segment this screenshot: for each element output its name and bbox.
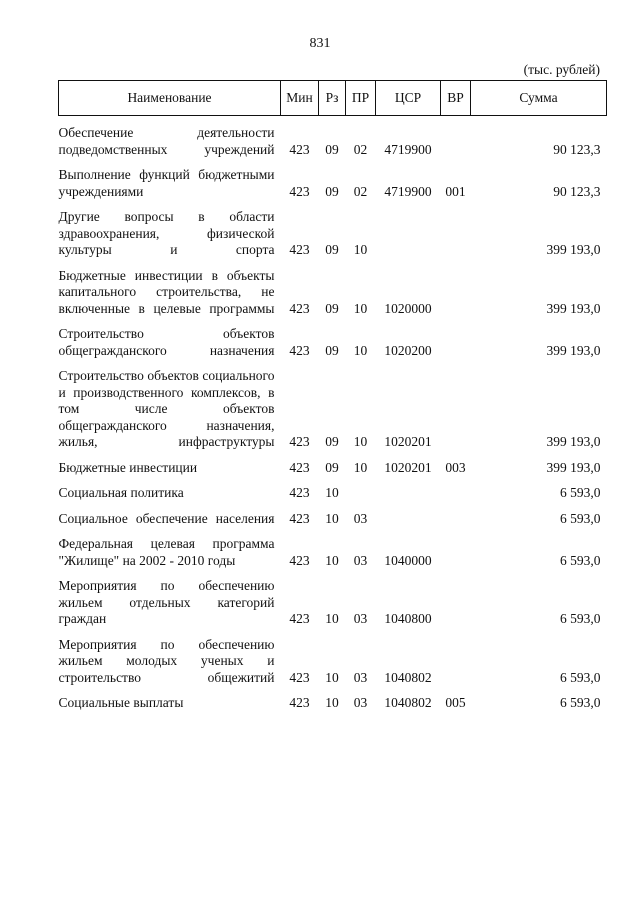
row-spacer xyxy=(59,686,607,695)
cell-sum: 6 593,0 xyxy=(560,669,601,685)
cell-csr: 1040802 xyxy=(384,695,432,710)
cell-pr: 10 xyxy=(353,434,368,449)
cell-vr xyxy=(441,268,471,318)
cell-pr: 03 xyxy=(353,669,368,685)
row-spacer xyxy=(59,158,607,167)
cell-csr xyxy=(376,209,441,259)
row-spacer xyxy=(59,317,607,326)
table-row xyxy=(59,536,607,569)
cell-vr: 005 xyxy=(445,695,466,710)
cell-pr: 10 xyxy=(353,242,368,257)
header-pr: ПР xyxy=(346,81,376,116)
cell-name: Выполнение функций бюджетными учреждениями xyxy=(58,167,275,199)
cell-pr: 02 xyxy=(353,183,368,199)
cell-sum: 399 193,0 xyxy=(546,434,601,449)
header-vr: ВР xyxy=(441,81,471,116)
cell-rz: 09 xyxy=(325,300,339,316)
cell-min: 423 xyxy=(289,342,310,358)
row-spacer xyxy=(59,628,607,637)
table-row xyxy=(59,326,607,359)
cell-min: 423 xyxy=(289,695,310,710)
row-spacer xyxy=(59,116,607,126)
spacer-cell xyxy=(59,628,607,637)
cell-name: Строительство объектов общегражданского назначения xyxy=(58,326,275,358)
spacer-cell xyxy=(59,259,607,268)
cell-rz: 10 xyxy=(325,669,339,685)
cell-pr: 03 xyxy=(353,695,368,710)
cell-sum: 6 593,0 xyxy=(560,611,601,626)
cell-rz: 09 xyxy=(325,342,339,358)
cell-name: Социальная политика xyxy=(58,485,184,500)
table-row xyxy=(59,268,607,318)
cell-rz: 09 xyxy=(325,242,339,257)
cell-name: Бюджетные инвестиции в объекты капитального строительства, не включенные в целевые программы xyxy=(58,267,275,316)
table-row xyxy=(59,485,607,502)
cell-sum: 399 193,0 xyxy=(546,242,601,257)
cell-sum: 90 123,3 xyxy=(553,183,601,199)
cell-vr xyxy=(441,637,471,687)
cell-csr: 1040000 xyxy=(384,552,432,568)
table-row xyxy=(59,578,607,628)
cell-name: Социальные выплаты xyxy=(58,695,184,710)
cell-name: Федеральная целевая программа "Жилище" на 2002 - 2010 годы xyxy=(58,536,275,568)
budget-table xyxy=(58,80,607,712)
cell-min: 423 xyxy=(289,141,310,157)
cell-pr: 02 xyxy=(353,141,368,157)
cell-min: 423 xyxy=(289,183,310,199)
row-spacer xyxy=(59,527,607,536)
cell-sum: 6 593,0 xyxy=(560,485,601,500)
cell-csr: 4719900 xyxy=(384,183,432,199)
cell-min: 423 xyxy=(289,611,310,626)
cell-rz: 10 xyxy=(325,510,339,526)
cell-sum: 90 123,3 xyxy=(553,141,601,157)
cell-rz: 09 xyxy=(325,183,339,199)
cell-sum: 6 593,0 xyxy=(560,510,601,526)
cell-csr: 4719900 xyxy=(384,141,432,157)
spacer-cell xyxy=(59,158,607,167)
cell-rz: 09 xyxy=(325,459,339,475)
header-csr: ЦСР xyxy=(376,81,441,116)
cell-sum: 399 193,0 xyxy=(546,300,601,316)
table-row xyxy=(59,511,607,528)
cell-vr: 003 xyxy=(445,459,466,475)
cell-pr xyxy=(346,485,376,502)
row-spacer xyxy=(59,200,607,209)
table-row xyxy=(59,695,607,712)
table-row xyxy=(59,368,607,451)
cell-csr: 1040800 xyxy=(384,611,432,626)
cell-rz: 09 xyxy=(325,141,339,157)
spacer-cell xyxy=(59,451,607,460)
row-spacer xyxy=(59,259,607,268)
cell-vr xyxy=(441,578,471,628)
cell-min: 423 xyxy=(289,242,310,257)
cell-name: Бюджетные инвестиции xyxy=(58,459,198,475)
spacer-cell xyxy=(59,359,607,368)
row-spacer xyxy=(59,476,607,485)
cell-pr: 03 xyxy=(353,510,368,526)
header-min: Мин xyxy=(281,81,319,116)
cell-min: 423 xyxy=(289,510,310,526)
cell-csr: 1040802 xyxy=(384,669,432,685)
spacer-cell xyxy=(59,686,607,695)
table-body xyxy=(59,116,607,712)
cell-csr xyxy=(376,485,441,502)
cell-csr xyxy=(376,511,441,528)
row-spacer xyxy=(59,359,607,368)
cell-name: Мероприятия по обеспечению жильем отдельных категорий граждан xyxy=(58,578,275,626)
cell-name: Мероприятия по обеспечению жильем молодых ученых и строительство общежитий xyxy=(58,636,275,685)
header-rz: Рз xyxy=(319,81,346,116)
table-row xyxy=(59,209,607,259)
table-row xyxy=(59,460,607,477)
cell-csr: 1020200 xyxy=(384,342,432,358)
header-sum: Сумма xyxy=(471,81,607,116)
cell-pr: 03 xyxy=(353,552,368,568)
cell-rz: 10 xyxy=(325,552,339,568)
cell-sum: 399 193,0 xyxy=(546,342,601,358)
cell-vr xyxy=(441,326,471,359)
header-name: Наименование xyxy=(59,81,281,116)
row-spacer xyxy=(59,502,607,511)
cell-min: 423 xyxy=(289,669,310,685)
cell-vr xyxy=(441,511,471,528)
table-header xyxy=(59,81,607,116)
cell-vr xyxy=(441,368,471,451)
spacer-cell xyxy=(59,502,607,511)
cell-rz: 09 xyxy=(325,434,339,449)
spacer-cell xyxy=(59,200,607,209)
cell-name: Социальное обеспечение населения xyxy=(58,510,275,526)
row-spacer xyxy=(59,451,607,460)
cell-vr xyxy=(441,485,471,502)
cell-min: 423 xyxy=(289,434,310,449)
cell-vr: 001 xyxy=(445,183,466,199)
units-label: (тыс. рублей) xyxy=(523,62,600,77)
cell-min: 423 xyxy=(289,459,310,475)
row-spacer xyxy=(59,569,607,578)
cell-sum: 6 593,0 xyxy=(560,695,601,710)
cell-rz: 10 xyxy=(325,695,339,710)
table-row xyxy=(59,637,607,687)
cell-name: Другие вопросы в области здравоохранения, физической культуры и спорта xyxy=(58,209,275,257)
cell-pr: 10 xyxy=(353,342,368,358)
cell-min: 423 xyxy=(289,485,310,500)
spacer-cell xyxy=(59,317,607,326)
table-row xyxy=(59,167,607,200)
cell-name: Строительство объектов социального и производственного комплексов, в том числе объектов общегражданского назначения, жилья, инфраструктуры xyxy=(58,368,275,449)
cell-sum: 399 193,0 xyxy=(546,459,601,475)
spacer-cell xyxy=(59,569,607,578)
cell-name: Обеспечение деятельности подведомственных учреждений xyxy=(58,125,275,157)
spacer-cell xyxy=(59,527,607,536)
cell-vr xyxy=(441,125,471,158)
cell-csr: 1020201 xyxy=(384,434,432,449)
cell-vr xyxy=(441,536,471,569)
cell-rz: 10 xyxy=(325,485,339,500)
spacer-cell xyxy=(59,476,607,485)
cell-sum: 6 593,0 xyxy=(560,552,601,568)
table-row xyxy=(59,125,607,158)
cell-min: 423 xyxy=(289,300,310,316)
cell-pr: 10 xyxy=(353,300,368,316)
cell-pr: 10 xyxy=(353,459,368,475)
cell-rz: 10 xyxy=(325,611,339,626)
cell-pr: 03 xyxy=(353,611,368,626)
cell-csr: 1020000 xyxy=(384,300,432,316)
page-number: 831 xyxy=(309,36,331,51)
cell-min: 423 xyxy=(289,552,310,568)
cell-vr xyxy=(441,209,471,259)
cell-csr: 1020201 xyxy=(384,459,432,475)
spacer-cell xyxy=(59,116,607,126)
